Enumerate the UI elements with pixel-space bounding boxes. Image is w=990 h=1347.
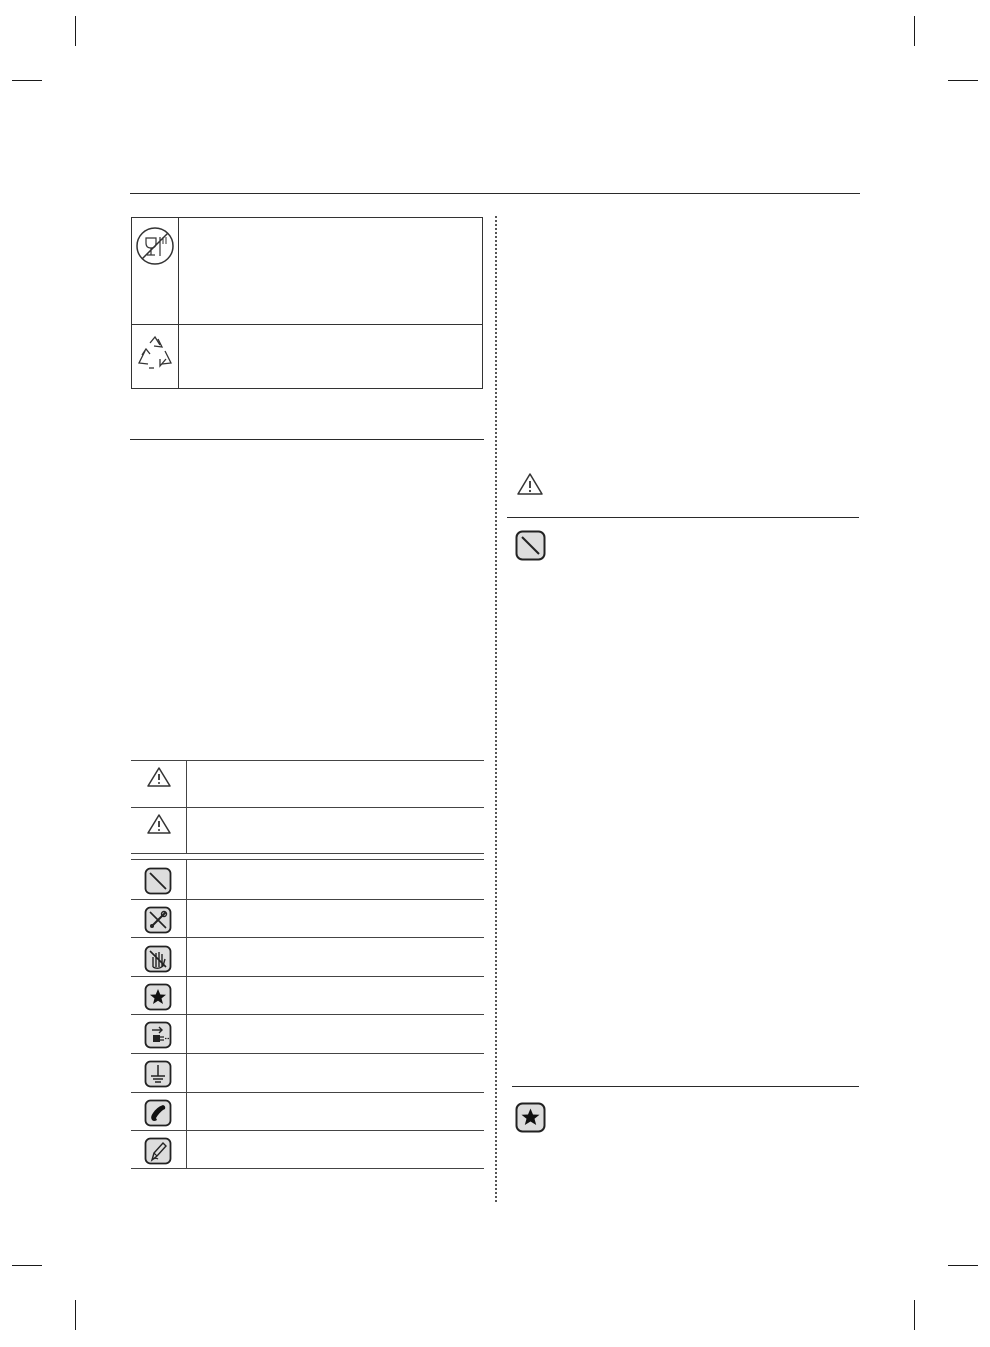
warning-table-top-rule: [131, 760, 484, 761]
page-title-rule: [130, 193, 860, 194]
warning-row-divider: [131, 807, 484, 808]
prohibited-icon: [515, 530, 546, 561]
crop-mark-top-left-vertical: [75, 16, 76, 46]
symbol-row-4-divider: [131, 1014, 484, 1015]
note-icon: [144, 1137, 172, 1165]
symbol-table-top-rule: [131, 859, 484, 860]
disposal-table-row-divider: [131, 324, 483, 325]
page-title: [130, 160, 860, 188]
ground-icon: [144, 1060, 172, 1088]
section-rule-right-2: [512, 1086, 859, 1087]
follow-directions-icon: [144, 983, 172, 1011]
crop-mark-bottom-right-vertical: [914, 1300, 915, 1330]
crop-mark-bottom-left-horizontal: [12, 1265, 42, 1266]
crop-mark-bottom-right-horizontal: [948, 1265, 978, 1266]
symbol-row-6-divider: [131, 1092, 484, 1093]
disposal-table-divider: [178, 217, 179, 389]
symbol-row-3-divider: [131, 976, 484, 977]
do-not-touch-icon: [144, 945, 172, 973]
disposal-table: [131, 217, 483, 389]
prohibited-icon: [144, 867, 172, 895]
unplug-icon: [144, 1021, 172, 1049]
no-food-contact-icon: [134, 225, 176, 267]
crop-mark-top-right-horizontal: [948, 80, 978, 81]
symbol-row-7-divider: [131, 1130, 484, 1131]
warning-triangle-icon: [146, 766, 172, 788]
do-not-disassemble-icon: [144, 906, 172, 934]
crop-mark-top-left-horizontal: [12, 80, 42, 81]
column-separator: [495, 216, 497, 1202]
warning-table-bottom-rule: [131, 853, 484, 854]
contact-service-icon: [144, 1099, 172, 1127]
follow-directions-icon: [515, 1102, 546, 1133]
caution-triangle-icon: [146, 813, 172, 835]
section-rule-left: [130, 439, 484, 440]
symbol-row-2-divider: [131, 937, 484, 938]
symbol-row-5-divider: [131, 1053, 484, 1054]
section-rule-right-1: [507, 517, 859, 518]
symbol-table-bottom-rule: [131, 1168, 484, 1169]
warning-triangle-icon: [516, 472, 544, 496]
crop-mark-bottom-left-vertical: [75, 1300, 76, 1330]
recycle-icon: [134, 333, 176, 375]
crop-mark-top-right-vertical: [914, 16, 915, 46]
symbol-row-1-divider: [131, 899, 484, 900]
